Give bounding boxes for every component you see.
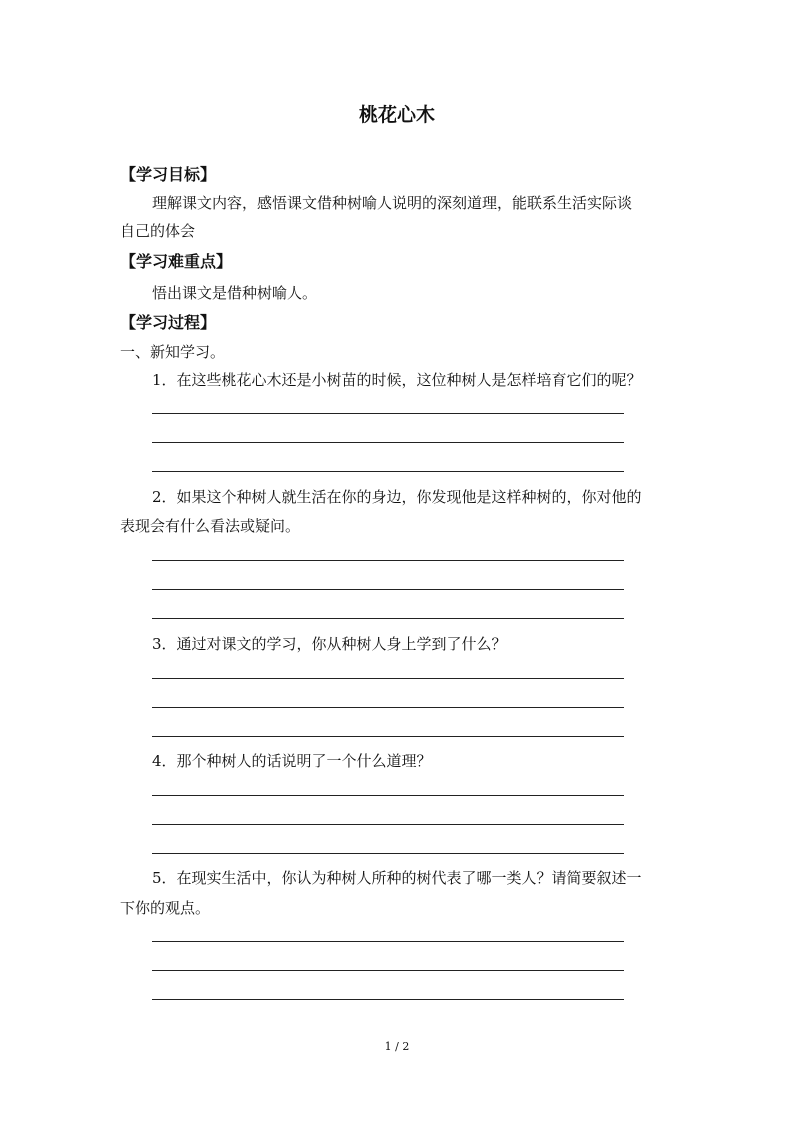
question-2-line1: 2．如果这个种树人就生活在你的身边，你发现他是这样种树的，你对他的	[152, 488, 642, 506]
answer-line-q1-2[interactable]	[152, 442, 624, 443]
answer-line-q3-1[interactable]	[152, 678, 624, 679]
answer-line-q2-1[interactable]	[152, 560, 624, 561]
page-title: 桃花心木	[358, 104, 435, 126]
page-number: 1 / 2	[384, 1040, 410, 1053]
goal-text-line2: 自己的体会	[120, 222, 196, 240]
goal-text-line1: 理解课文内容，感悟课文借种树喻人说明的深刻道理，能联系生活实际谈	[152, 194, 633, 212]
section-heading-process: 【学习过程】	[120, 313, 217, 332]
answer-line-q4-2[interactable]	[152, 824, 624, 825]
answer-line-q5-2[interactable]	[152, 970, 624, 971]
section-heading-goal: 【学习目标】	[120, 165, 217, 184]
answer-line-q4-3[interactable]	[152, 853, 624, 854]
question-3: 3．通过对课文的学习，你从种树人身上学到了什么？	[152, 635, 507, 653]
difficulty-text: 悟出课文是借种树喻人。	[152, 284, 318, 302]
answer-line-q5-1[interactable]	[152, 941, 624, 942]
answer-line-q1-3[interactable]	[152, 471, 624, 472]
question-1: 1．在这些桃花心木还是小树苗的时候，这位种树人是怎样培育它们的呢？	[152, 371, 642, 389]
answer-line-q2-3[interactable]	[152, 618, 624, 619]
section-heading-difficulty: 【学习难重点】	[120, 252, 233, 271]
answer-line-q5-3[interactable]	[152, 999, 624, 1000]
question-2-line2: 表现会有什么看法或疑问。	[120, 517, 301, 535]
question-5-line2: 下你的观点。	[120, 899, 211, 917]
question-4: 4．那个种树人的话说明了一个什么道理？	[152, 752, 432, 770]
part-one-heading: 一、新知学习。	[120, 343, 226, 361]
answer-line-q3-2[interactable]	[152, 707, 624, 708]
answer-line-q3-3[interactable]	[152, 736, 624, 737]
answer-line-q1-1[interactable]	[152, 413, 624, 414]
answer-line-q4-1[interactable]	[152, 795, 624, 796]
answer-line-q2-2[interactable]	[152, 589, 624, 590]
question-5-line1: 5．在现实生活中，你认为种树人所种的树代表了哪一类人？请简要叙述一	[152, 869, 642, 887]
